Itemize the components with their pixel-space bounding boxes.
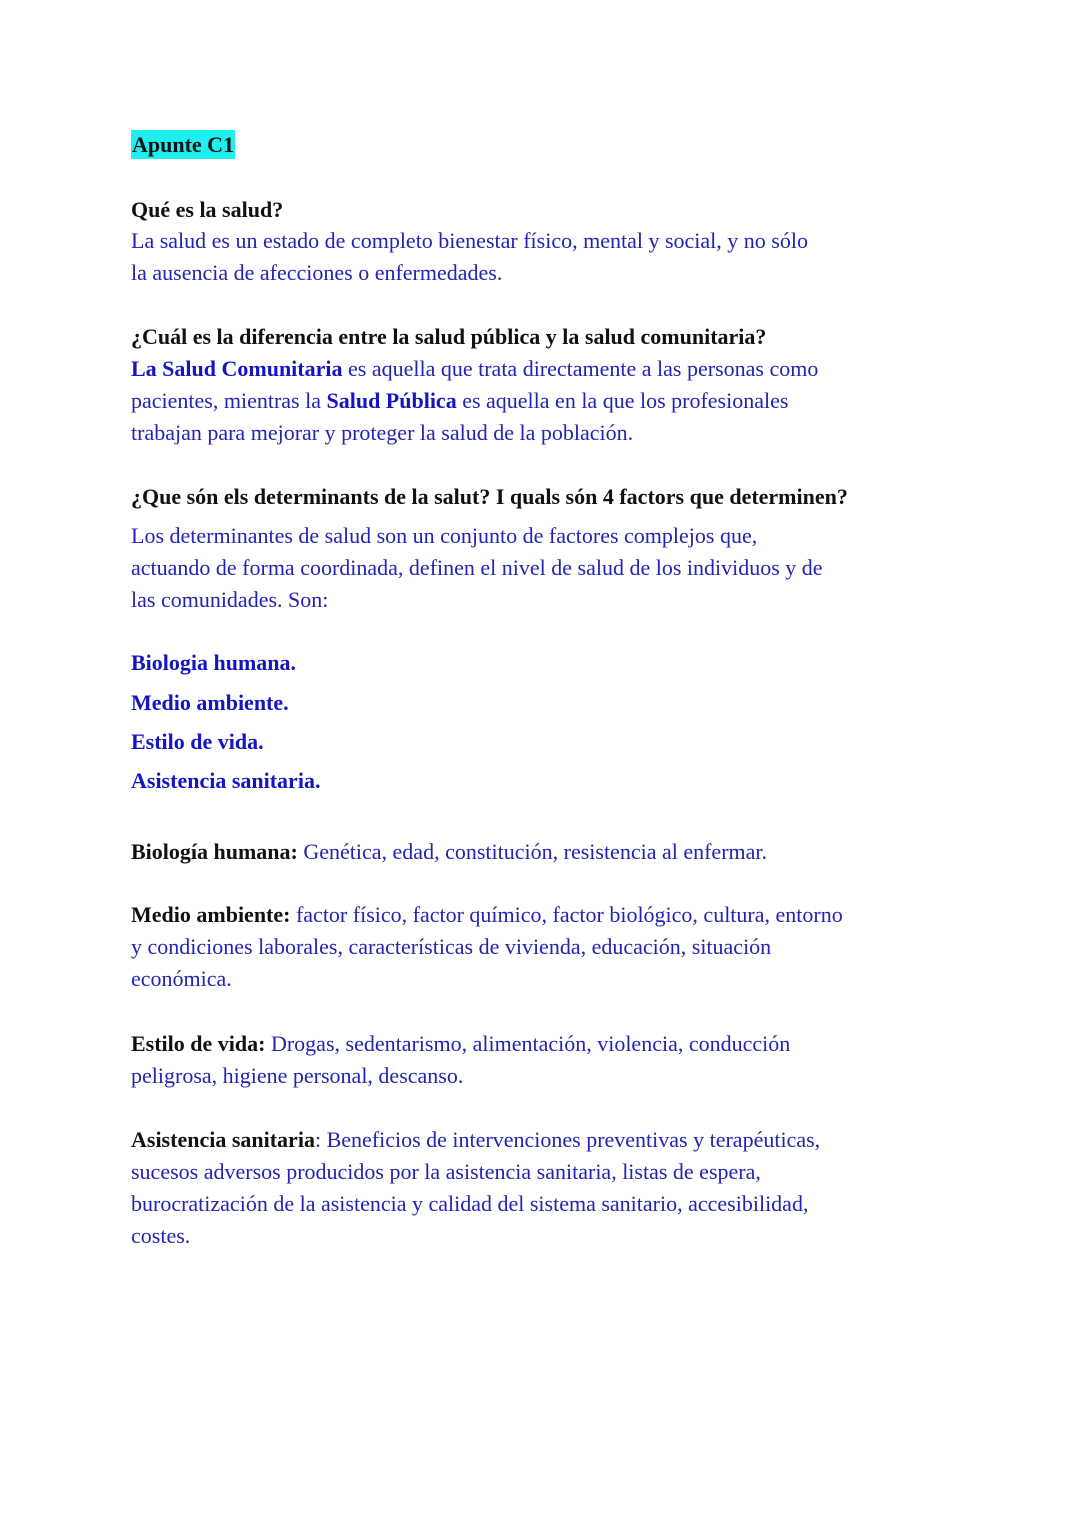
text-line	[131, 257, 808, 289]
bold-text: La Salud Comunitaria	[131, 356, 343, 381]
factor-list-2	[131, 687, 289, 719]
body-text: las comunidades. Son:	[131, 587, 329, 612]
text-line	[131, 931, 843, 963]
body-text: La salud es un estado de completo bienestar físico, mental y social, y no sólo	[131, 228, 808, 253]
body-text: es aquella que trata directamente a las personas como	[342, 356, 819, 381]
body-text: burocratización de la asistencia y calidad del sistema sanitario, accesibilidad,	[131, 1191, 809, 1216]
question-salud	[131, 194, 283, 226]
bold-text: Asistencia sanitaria.	[131, 768, 321, 793]
factor-list-1	[131, 647, 296, 679]
bold-text: Salud Pública	[326, 388, 457, 413]
text-line	[131, 520, 823, 552]
body-text: costes.	[131, 1223, 191, 1248]
body-text: trabajan para mejorar y proteger la salud de la población.	[131, 420, 634, 445]
text-line	[131, 353, 818, 385]
text-line	[131, 836, 767, 868]
text-line	[131, 481, 848, 513]
text-line	[131, 726, 264, 758]
answer-determinants	[131, 520, 823, 616]
text-line	[131, 647, 296, 679]
text-line	[131, 194, 283, 226]
factor-list-3	[131, 726, 264, 758]
document-title	[131, 129, 235, 161]
body-text: factor físico, factor químico, factor biológico, cultura, entorno	[290, 902, 843, 927]
text-line	[131, 225, 808, 257]
body-text: económica.	[131, 966, 232, 991]
body-text: y condiciones laborales, características de vivienda, educación, situación	[131, 934, 772, 959]
text-line	[131, 1188, 820, 1220]
detail-biologia	[131, 836, 767, 868]
answer-diferencia	[131, 353, 818, 449]
title-highlight: Apunte C1	[132, 132, 235, 157]
bold-text: ¿Cuál es la diferencia entre la salud pública y la salud comunitaria?	[131, 324, 767, 349]
bold-text: Estilo de vida:	[131, 1031, 266, 1056]
text-line	[131, 899, 843, 931]
text-line	[131, 963, 843, 995]
detail-medio	[131, 899, 843, 995]
bold-text: Biología humana:	[131, 839, 298, 864]
text-line	[131, 1060, 790, 1092]
body-text: peligrosa, higiene personal, descanso.	[131, 1063, 464, 1088]
body-text: Drogas, sedentarismo, alimentación, violencia, conducción	[265, 1031, 791, 1056]
factor-list-4	[131, 765, 320, 797]
detail-asistencia	[131, 1124, 820, 1252]
body-text: pacientes, mientras la	[131, 388, 327, 413]
question-determinants	[131, 481, 848, 513]
body-text: Los determinantes de salud son un conjunto de factores complejos que,	[131, 523, 758, 548]
text-line	[131, 417, 818, 449]
body-text: la ausencia de afecciones o enfermedades.	[131, 260, 503, 285]
bold-text: Medio ambiente.	[131, 690, 289, 715]
question-diferencia	[131, 321, 766, 353]
bold-text: Asistencia sanitaria	[131, 1127, 315, 1152]
text-line	[131, 687, 289, 719]
text-line	[131, 1220, 820, 1252]
text-line	[131, 584, 823, 616]
body-text: es aquella en la que los profesionales	[456, 388, 789, 413]
bold-text: Estilo de vida.	[131, 729, 264, 754]
bold-text: Biologia humana.	[131, 650, 297, 675]
bold-text: ¿Que són els determinants de la salut? I quals són 4 factors que determinen?	[131, 484, 848, 509]
body-text: sucesos adversos producidos por la asistencia sanitaria, listas de espera,	[131, 1159, 761, 1184]
text-line	[131, 1028, 790, 1060]
answer-salud	[131, 225, 808, 289]
body-text: Genética, edad, constitución, resistencia al enfermar.	[297, 839, 768, 864]
body-text: : Beneficios de intervenciones preventivas y terapéuticas,	[314, 1127, 821, 1152]
body-text: actuando de forma coordinada, definen el nivel de salud de los individuos y de	[131, 555, 823, 580]
detail-estilo	[131, 1028, 790, 1092]
text-line	[131, 1124, 820, 1156]
bold-text: Qué es la salud?	[131, 197, 284, 222]
text-line	[131, 765, 320, 797]
text-line	[131, 1156, 820, 1188]
text-line	[131, 385, 818, 417]
text-line	[131, 552, 823, 584]
bold-text: Medio ambiente:	[131, 902, 291, 927]
text-line	[131, 321, 766, 353]
